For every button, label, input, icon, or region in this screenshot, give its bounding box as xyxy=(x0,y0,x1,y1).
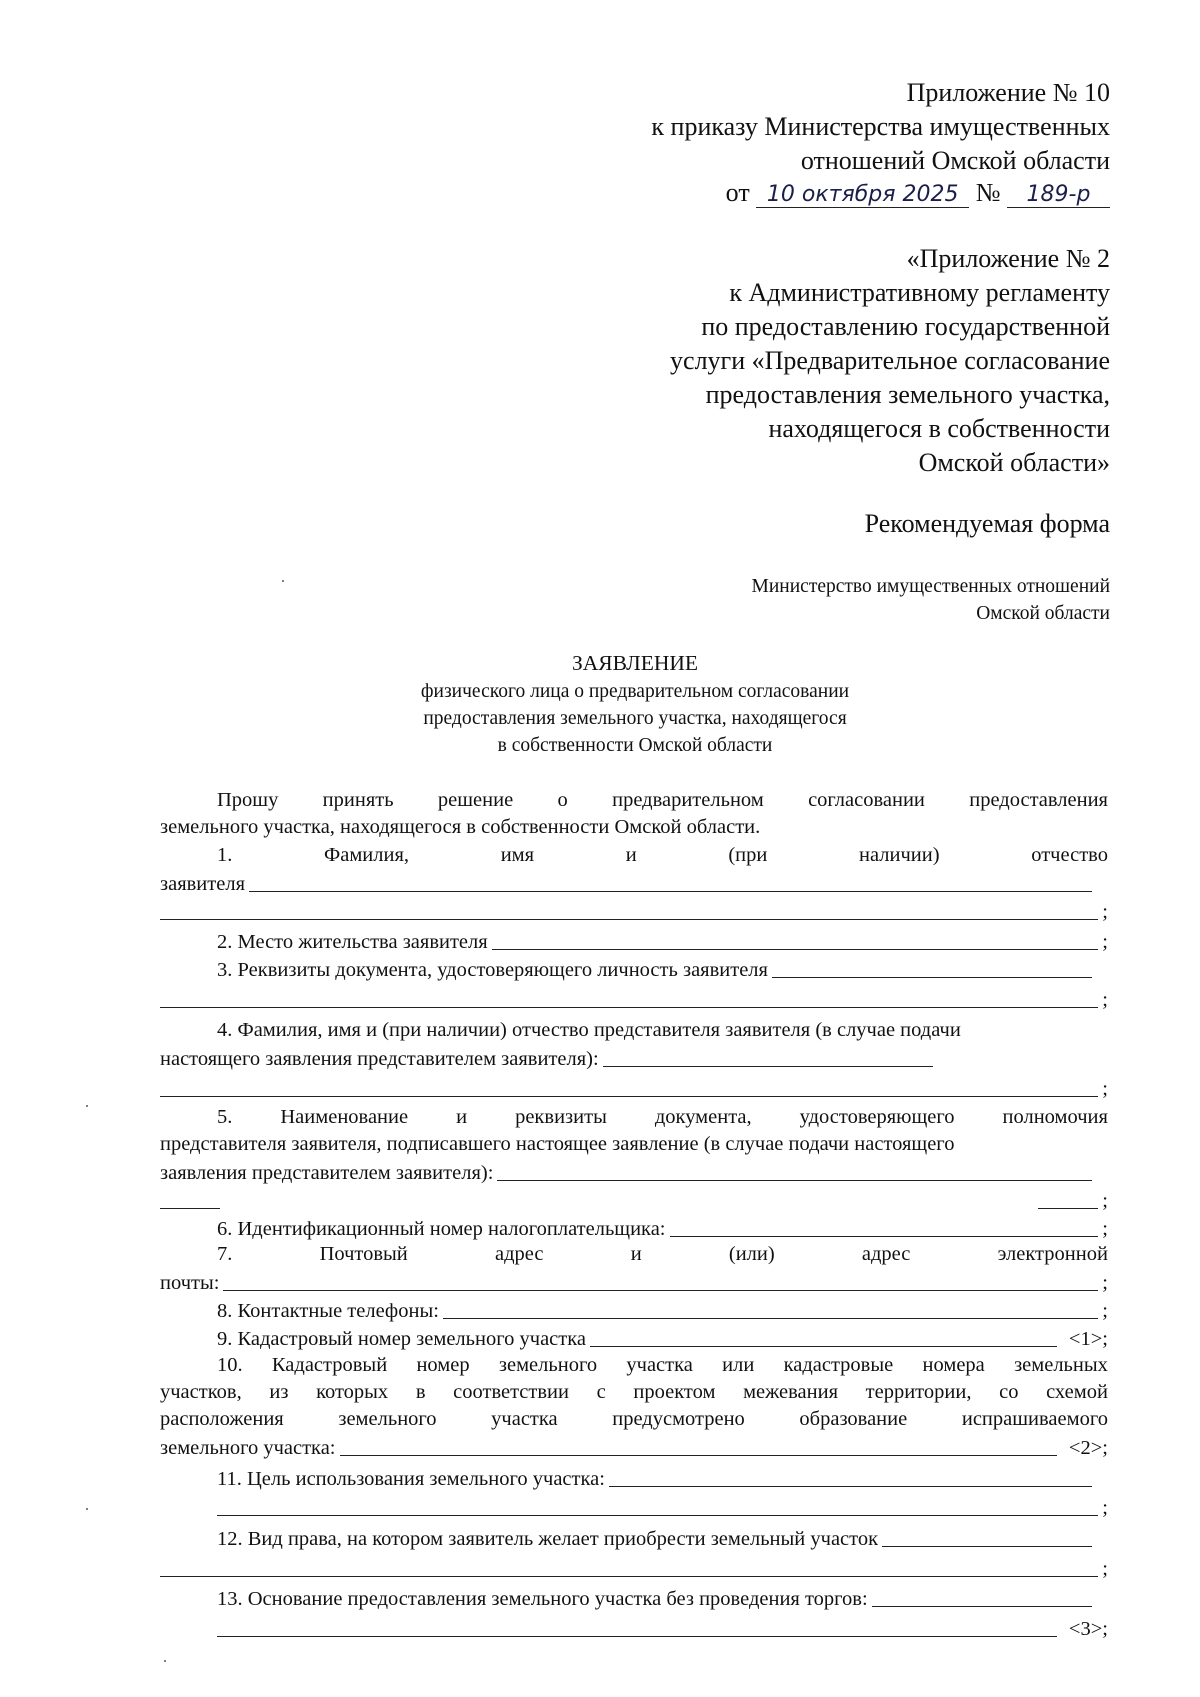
item-13-basis-field[interactable]: 13. Основание предоставления земельного участка без проведения торгов: xyxy=(217,1584,1108,1612)
order-line: отношений Омской области xyxy=(800,146,1110,175)
intro-paragraph-line: земельного участка, находящегося в собственности Омской области. xyxy=(160,816,761,838)
reglament-line: «Приложение № 2 xyxy=(906,244,1110,273)
item-11-usage-purpose-field[interactable]: 11. Цель использования земельного участка: xyxy=(217,1464,1108,1492)
item-5-authority-document-field[interactable]: заявления представителем заявителя): xyxy=(160,1158,1108,1186)
item-9-cadastral-number-field[interactable]: 9. Кадастровый номер земельного участка <1>; xyxy=(217,1328,1108,1350)
item-11-continuation-field[interactable]: ; xyxy=(217,1493,1108,1521)
item-4-continuation-field[interactable]: ; xyxy=(160,1074,1108,1102)
item-7-postal-email-field[interactable]: почты: ; xyxy=(160,1272,1108,1294)
number-label: № xyxy=(975,178,1001,207)
item-3-continuation-field[interactable]: ; xyxy=(160,985,1108,1013)
item-10-source-parcels-field[interactable]: земельного участка: <2>; xyxy=(160,1437,1108,1459)
item-4-label: 4. Фамилия, имя и (при наличии) отчество представителя заявителя (в случае подачи xyxy=(217,1019,961,1041)
scan-speck xyxy=(86,1508,88,1510)
handwritten-date xyxy=(756,181,969,208)
item-10-label-line: расположения земельного участка предусмотрено образование испрашиваемого xyxy=(160,1408,1108,1430)
item-1-label: 1. Фамилия, имя и (при наличии) отчество xyxy=(217,844,1108,866)
item-10-label-line: участков, из которых в соответствии с проектом межевания территории, со схемой xyxy=(160,1381,1108,1403)
reglament-line: к Административному регламенту xyxy=(729,278,1110,307)
item-5-label: 5. Наименование и реквизиты документа, удостоверяющего полномочия xyxy=(217,1106,1108,1128)
item-2-residence-field[interactable]: 2. Место жительства заявителя ; xyxy=(217,931,1108,953)
scan-speck xyxy=(86,1105,88,1107)
item-12-right-type-field[interactable]: 12. Вид права, на котором заявитель желает приобрести земельный участок xyxy=(217,1524,1108,1552)
item-6-tax-id-field[interactable]: 6. Идентификационный номер налогоплательщика: ; xyxy=(217,1218,1108,1240)
appendix-number: Приложение № 10 xyxy=(906,78,1110,107)
item-4-representative-name-field[interactable]: настоящего заявления представителем заявителя): xyxy=(160,1044,1108,1072)
scan-speck xyxy=(164,1660,166,1662)
form-label: Рекомендуемая форма xyxy=(864,509,1110,538)
addressee-line: Омской области xyxy=(976,603,1110,624)
handwritten-number-text: 189-р xyxy=(1026,182,1091,207)
date-prefix: от xyxy=(725,178,750,207)
item-3-identity-document-field[interactable]: 3. Реквизиты документа, удостоверяющего личность заявителя xyxy=(217,955,1108,983)
item-10-label: 10. Кадастровый номер земельного участка или кадастровые номера земельных xyxy=(217,1354,1108,1376)
document-subtitle: предоставления земельного участка, находящегося xyxy=(423,708,847,729)
item-7-label: 7. Почтовый адрес и (или) адрес электронной xyxy=(217,1243,1108,1265)
document-subtitle: в собственности Омской области xyxy=(497,735,773,756)
item-12-continuation-field[interactable]: ; xyxy=(160,1554,1108,1582)
item-8-phones-field[interactable]: 8. Контактные телефоны: ; xyxy=(217,1300,1108,1322)
item-5-continuation-field[interactable]: ; xyxy=(160,1186,1108,1214)
item-13-continuation-field[interactable]: <3>; xyxy=(217,1614,1108,1642)
document-subtitle: физического лица о предварительном согласовании xyxy=(420,681,850,702)
addressee-line: Министерство имущественных отношений xyxy=(751,576,1110,597)
intro-paragraph: Прошу принять решение о предварительном согласовании предоставления xyxy=(217,789,1108,811)
item-1-continuation-field[interactable]: ; xyxy=(160,897,1108,925)
item-5-label-line: представителя заявителя, подписавшего настоящее заявление (в случае подачи настоящего xyxy=(160,1133,955,1155)
document-title: ЗАЯВЛЕНИЕ xyxy=(571,651,699,675)
reglament-line: предоставления земельного участка, xyxy=(705,380,1110,409)
reglament-line: услуги «Предварительное согласование xyxy=(670,346,1110,375)
reglament-line: находящегося в собственности xyxy=(768,414,1110,443)
order-date-line xyxy=(726,178,1110,208)
order-line: к приказу Министерства имущественных xyxy=(651,112,1110,141)
scan-speck xyxy=(282,580,284,582)
reglament-line: по предоставлению государственной xyxy=(701,312,1110,341)
item-1-applicant-name-field[interactable]: заявителя xyxy=(160,869,1108,897)
reglament-line: Омской области» xyxy=(918,448,1110,477)
handwritten-number xyxy=(1007,181,1110,208)
handwritten-date-text: 10 октября 2025 xyxy=(766,182,959,207)
